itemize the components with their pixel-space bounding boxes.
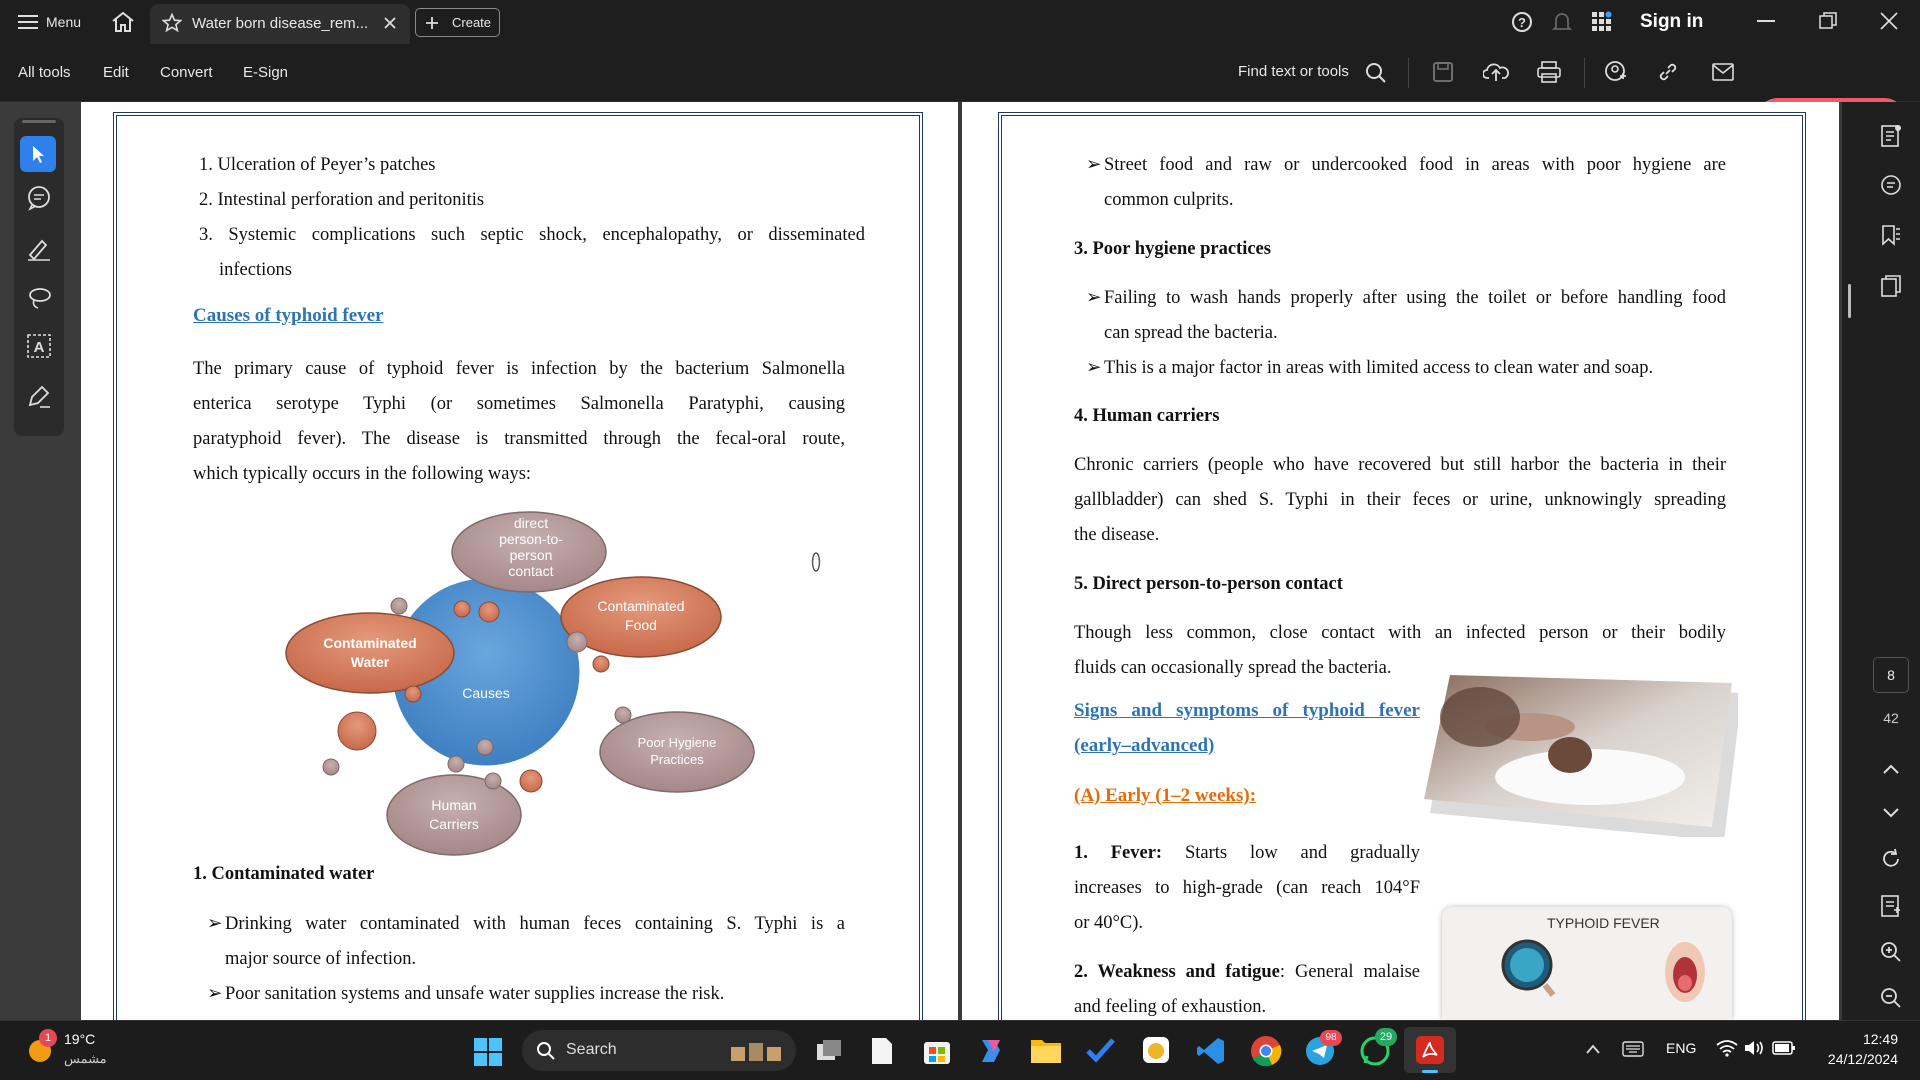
print-icon[interactable] — [1537, 61, 1561, 83]
search-icon[interactable] — [1365, 62, 1387, 84]
comments-panel-icon[interactable] — [1880, 174, 1902, 196]
active-indicator — [1422, 1070, 1438, 1073]
link-icon[interactable] — [1657, 61, 1679, 83]
section-heading: Causes of typhoid fever — [193, 305, 384, 326]
weather-temp[interactable]: 19°C — [64, 1031, 96, 1047]
section-heading: (early–advanced) — [1074, 735, 1215, 756]
plus-icon — [425, 16, 439, 30]
create-button[interactable]: Create — [415, 8, 500, 37]
find-tools-input[interactable]: Find text or tools — [1238, 63, 1349, 80]
copilot-app-icon[interactable] — [976, 1036, 1006, 1066]
list-item-cont: infections — [219, 260, 292, 280]
bubble-label: Poor Hygiene Practices — [637, 735, 717, 767]
list-item: 2. Intestinal perforation and peritonitis — [199, 190, 485, 210]
toolbar-divider — [1584, 58, 1585, 88]
acrobat-taskbar-button[interactable] — [1404, 1027, 1456, 1073]
paragraph-line: which typically occurs in the following ways: — [193, 464, 532, 484]
paragraph-line: gallbladder) can shed S. Typhi in their feces or urine, unknowingly spreading — [1074, 490, 1726, 510]
scrollbar-thumb[interactable] — [1848, 284, 1851, 318]
lasso-draw-icon[interactable] — [26, 284, 52, 310]
language-indicator[interactable]: ENG — [1666, 1040, 1697, 1056]
typhoid-infographic — [1442, 907, 1732, 1020]
right-side-rail — [1842, 102, 1920, 1020]
infographic-title: TYPHOID FEVER — [1547, 915, 1660, 931]
whatsapp-badge: 29 — [1375, 1028, 1397, 1046]
text-select-icon[interactable] — [26, 333, 52, 359]
bullet-line-cont: major source of infection. — [225, 949, 417, 969]
minimize-icon[interactable] — [1757, 20, 1775, 22]
sign-in-link[interactable]: Sign in — [1640, 11, 1704, 32]
page-total: 42 — [1883, 710, 1899, 726]
section-heading: 5. Direct person-to-person contact — [1074, 574, 1343, 594]
select-tool-button[interactable] — [20, 136, 56, 172]
store-app-icon[interactable] — [922, 1036, 952, 1066]
zoom-out-icon[interactable] — [1880, 987, 1902, 1009]
sick-child-photo — [1420, 667, 1738, 837]
taskbar-search-box[interactable]: Search — [522, 1030, 796, 1071]
emoji-app-icon[interactable] — [1141, 1035, 1171, 1065]
section-heading: 1. Contaminated water — [193, 864, 375, 884]
bullet-line: ➢ Poor sanitation systems and unsafe water supplies increase the risk. — [207, 984, 725, 1004]
zoom-in-icon[interactable] — [1880, 941, 1902, 963]
clock-time[interactable]: 12:49 — [1862, 1031, 1898, 1047]
page-number-input[interactable]: 8 — [1873, 657, 1909, 693]
section-heading: Signs and symptoms of typhoid fever — [1074, 700, 1420, 721]
cursor-arrow-icon — [31, 145, 47, 165]
rotate-icon[interactable] — [1880, 848, 1902, 870]
bookmarks-icon[interactable] — [1880, 224, 1902, 246]
paragraph-line: the disease. — [1074, 525, 1160, 545]
toolbar-divider — [1408, 58, 1409, 88]
highlight-pen-icon[interactable] — [26, 235, 52, 261]
windows-start-icon[interactable] — [474, 1038, 502, 1066]
menu-esign[interactable]: E-Sign — [243, 64, 289, 81]
sign-pen-icon[interactable] — [26, 383, 52, 409]
battery-icon[interactable] — [1772, 1040, 1796, 1056]
menu-all-tools[interactable]: All tools — [18, 64, 71, 81]
bacteria-lens-icon — [1497, 937, 1557, 997]
document-viewer[interactable] — [0, 102, 1920, 1020]
comment-tool-icon[interactable] — [26, 185, 52, 211]
fit-page-icon[interactable] — [1880, 894, 1902, 918]
acrobat-app-icon — [1415, 1035, 1445, 1065]
home-icon[interactable] — [110, 10, 136, 34]
bullet-line-cont: common culprits. — [1104, 190, 1234, 210]
bullet-line: ➢ Failing to wash hands properly after using the toilet or before handling food — [1086, 288, 1726, 308]
rail-grip — [22, 120, 56, 123]
search-highlight-icon — [729, 1039, 785, 1063]
subsection-heading: (A) Early (1–2 weeks): — [1074, 785, 1257, 806]
symptom-line: 1. Fever: Starts low and gradually — [1074, 843, 1420, 863]
chrome-app-icon[interactable] — [1250, 1035, 1282, 1067]
bubble-label: Contaminated Food — [597, 598, 685, 633]
chevron-up-tray-icon[interactable] — [1585, 1043, 1601, 1055]
bullet-line: ➢ Street food and raw or undercooked food in areas with poor hygiene are — [1086, 155, 1726, 175]
page-marker — [813, 553, 820, 571]
todo-app-icon[interactable] — [1085, 1036, 1115, 1064]
left-tool-rail — [14, 118, 64, 436]
notepad-app-icon[interactable] — [870, 1036, 894, 1066]
svg-text:A: A — [33, 339, 45, 356]
save-icon[interactable] — [1432, 61, 1454, 83]
close-tab-icon[interactable] — [383, 16, 397, 30]
section-heading: 4. Human carriers — [1074, 406, 1220, 426]
close-window-icon[interactable] — [1880, 12, 1898, 30]
title-bar — [0, 0, 1920, 44]
list-item: 1. Ulceration of Peyer’s patches — [199, 155, 436, 175]
weather-desc: مشمس — [64, 1051, 107, 1066]
section-heading: 3. Poor hygiene practices — [1074, 239, 1271, 259]
vscode-app-icon[interactable] — [1196, 1036, 1226, 1066]
menu-label[interactable]: Menu — [46, 14, 82, 30]
throat-illustration — [1662, 937, 1708, 1007]
telegram-badge: 98 — [1320, 1030, 1342, 1046]
paragraph-line: paratyphoid fever). The disease is transmitted through the fecal-oral route, — [193, 429, 845, 449]
help-icon[interactable] — [1511, 11, 1533, 33]
restore-icon[interactable] — [1819, 12, 1837, 30]
keyboard-icon[interactable] — [1622, 1041, 1644, 1057]
file-explorer-icon[interactable] — [1030, 1036, 1062, 1064]
menu-edit[interactable]: Edit — [103, 64, 129, 81]
menu-icon[interactable] — [18, 13, 38, 31]
paragraph-line: enterica serotype Typhi (or sometimes Salmonella Paratyphi, causing — [193, 394, 845, 414]
toolbar — [0, 44, 1920, 102]
symptom-line: 2. Weakness and fatigue: General malaise — [1074, 962, 1420, 982]
bubble-label: Contaminated Water — [323, 635, 417, 670]
email-icon[interactable] — [1712, 63, 1734, 81]
wifi-icon[interactable] — [1716, 1039, 1738, 1057]
bullet-line: ➢ Drinking water contaminated with human feces containing S. Typhi is a — [207, 914, 845, 934]
clock-date[interactable]: 24/12/2024 — [1827, 1051, 1898, 1067]
paragraph-line: Chronic carriers (people who have recovered but still harbor the bacteria in their — [1074, 455, 1726, 475]
upload-cloud-icon[interactable] — [1483, 61, 1509, 83]
weather-badge: 1 — [39, 1029, 57, 1047]
symptom-line: and feeling of exhaustion. — [1074, 997, 1267, 1017]
volume-icon[interactable] — [1743, 1039, 1765, 1057]
task-view-icon[interactable] — [815, 1038, 843, 1064]
document-tab[interactable] — [150, 4, 410, 44]
share-user-icon[interactable] — [1604, 60, 1628, 84]
svg-text:?: ? — [1518, 15, 1526, 30]
paragraph-line: Though less common, close contact with an infected person or their bodily — [1074, 623, 1726, 643]
bullet-line: ➢ This is a major factor in areas with limited access to clean water and soap. — [1086, 358, 1654, 378]
paragraph-line: fluids can occasionally spread the bacteria. — [1074, 658, 1392, 678]
apps-grid-icon[interactable] — [1591, 11, 1613, 33]
chevron-down-icon[interactable] — [1881, 806, 1901, 820]
bell-icon[interactable] — [1552, 11, 1572, 33]
bubble-label: direct person-to- person contact — [499, 515, 563, 579]
paragraph-line: The primary cause of typhoid fever is infection by the bacterium Salmonella — [193, 359, 845, 379]
pdf-page-right — [962, 102, 1839, 1020]
chevron-up-icon[interactable] — [1881, 762, 1901, 776]
tab-title: Water born disease_rem... — [192, 15, 369, 32]
pdf-page-left — [81, 102, 958, 1020]
bullet-line-cont: can spread the bacteria. — [1104, 323, 1278, 343]
symptom-line: increases to high-grade (can reach 104°F — [1074, 878, 1420, 898]
menu-convert[interactable]: Convert — [160, 64, 213, 81]
search-icon — [536, 1041, 556, 1061]
center-causes-label: Causes — [462, 685, 510, 701]
list-item: 3. Systemic complications such septic shock, encephalopathy, or disseminated — [199, 225, 865, 245]
bubble-label: Human Carriers — [429, 797, 479, 832]
symptom-line: or 40°C). — [1074, 913, 1144, 933]
star-icon[interactable] — [162, 13, 182, 33]
export-pdf-icon[interactable] — [1880, 124, 1902, 148]
pages-thumbnails-icon[interactable] — [1880, 274, 1902, 298]
windows-taskbar — [0, 1020, 1920, 1080]
